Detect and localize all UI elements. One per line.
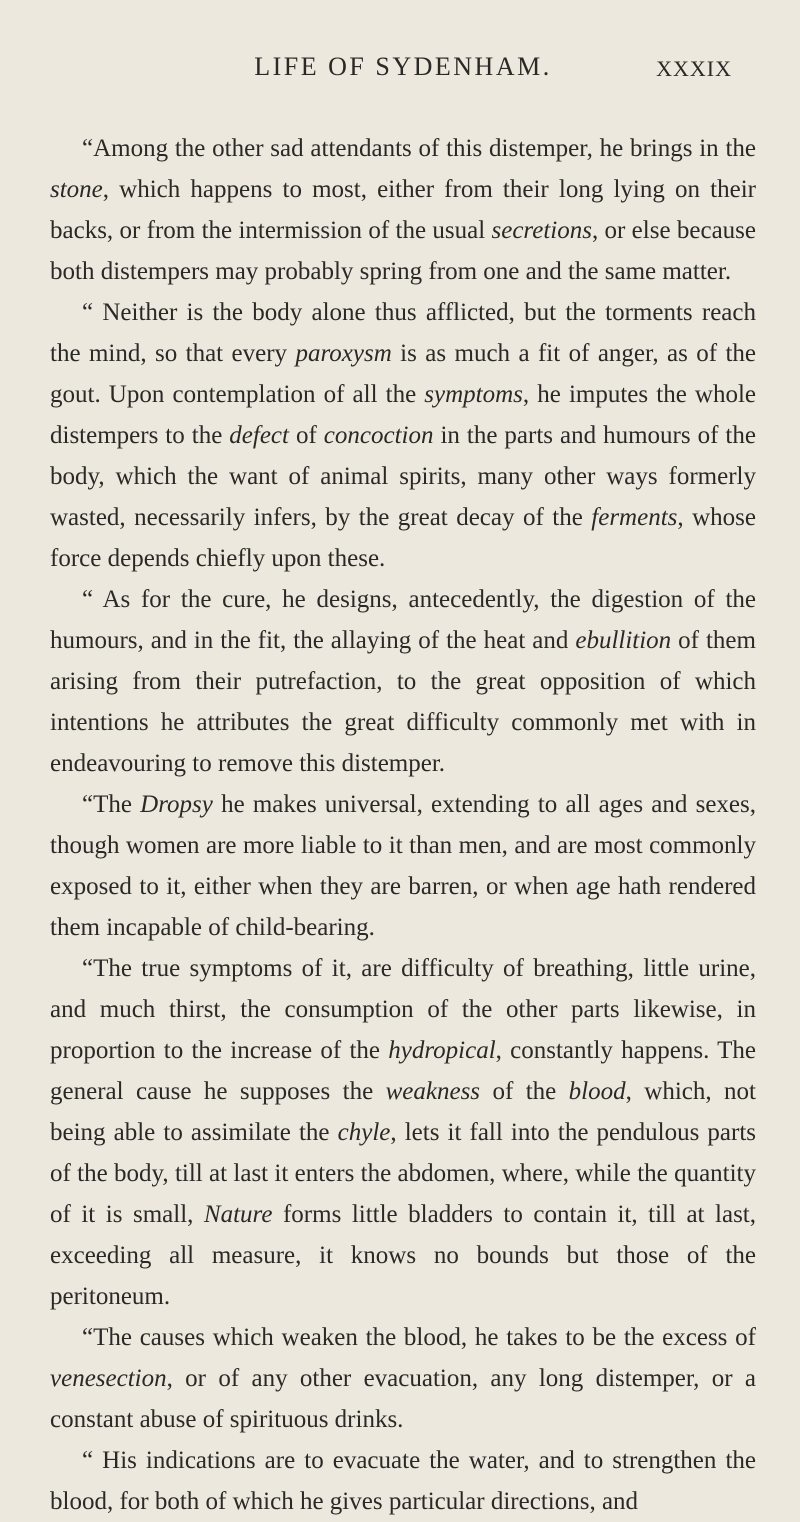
italic-term: ebullition xyxy=(575,627,672,654)
text-run: “The true symptoms of it, are difficulty of breathing, little urine, and much thirst, the consumption of the other parts likewise, in proportion to the increase of the xyxy=(50,955,756,1064)
italic-term: chyle xyxy=(337,1119,391,1146)
running-title: LIFE OF SYDENHAM. xyxy=(254,52,552,81)
italic-term: Dropsy xyxy=(140,791,213,818)
text-run: he makes universal, extending to all ages and sexes, though women are more liable to it than men, and are most commonly exposed to it, either when they are barren, or when age hath rendered them incapable of child-bearing. xyxy=(50,791,756,941)
italic-term: weakness xyxy=(385,1078,481,1105)
italic-term: concoction xyxy=(323,422,434,449)
page-number: XXXIX xyxy=(656,56,732,81)
text-run: , he imputes the whole distempers to the xyxy=(50,381,756,449)
paragraph xyxy=(50,784,756,948)
text-run: , or of any other evacuation, any long distemper, or a constant abuse of spirituous drinks. xyxy=(50,1365,756,1433)
italic-term: stone xyxy=(50,176,103,203)
paragraph xyxy=(50,128,756,292)
paragraph xyxy=(50,1440,756,1522)
italic-term: defect xyxy=(229,422,289,449)
italic-term: venesection xyxy=(50,1365,167,1392)
text-run: of xyxy=(288,422,324,449)
paragraph xyxy=(50,292,756,579)
text-run: in the parts and humours of the body, which the want of animal spirits, many other ways formerly wasted, necessarily infers, by the great decay of the xyxy=(50,422,756,531)
text-run: , lets it fall into the pendulous parts of the body, till at last it enters the abdomen, where, while the quantity of it is small, xyxy=(50,1119,756,1228)
text-run: “ As for the cure, he designs, antecedently, the digestion of the humours, and in the fit, the allaying of the heat and xyxy=(50,586,756,654)
body-text xyxy=(50,128,756,1522)
page-header xyxy=(50,52,756,92)
text-run: “The xyxy=(82,791,141,818)
text-run: “ Neither is the body alone thus afflicted, but the torments reach the mind, so that every xyxy=(50,299,756,367)
text-run: , which, not being able to assimilate the xyxy=(50,1078,757,1146)
text-run: of the xyxy=(480,1078,569,1105)
text-run: “Among the other sad attendants of this distemper, he brings in the xyxy=(82,135,756,162)
italic-term: secretions xyxy=(491,217,592,244)
text-run: of them arising from their putrefaction, to the great opposition of which intentions he attributes the great difficulty commonly met with in endeavouring to remove this distemper. xyxy=(50,627,756,777)
text-run: “The causes which weaken the blood, he takes to be the excess of xyxy=(82,1324,756,1351)
italic-term: blood xyxy=(568,1078,626,1105)
text-run: forms little bladders to contain it, till at last, exceeding all measure, it knows no bounds but those of the peritoneum. xyxy=(50,1201,756,1310)
text-run: is as much a fit of anger, as of the gout. Upon contemplation of all the xyxy=(50,340,757,408)
italic-term: paroxysm xyxy=(295,340,392,367)
text-run: , whose force depends chiefly upon these. xyxy=(50,504,756,572)
text-run: , or else because both distempers may probably spring from one and the same matter. xyxy=(50,217,756,285)
text-run: , which happens to most, either from their long lying on their backs, or from the intermission of the usual xyxy=(50,176,756,244)
italic-term: Nature xyxy=(203,1201,273,1228)
text-run: “ His indications are to evacuate the water, and to strengthen the blood, for both of which he gives particular directions, and xyxy=(50,1447,756,1515)
italic-term: hydropical xyxy=(388,1037,496,1064)
paragraph xyxy=(50,579,756,784)
italic-term: symptoms xyxy=(424,381,523,408)
italic-term: ferments xyxy=(591,504,678,531)
paragraph xyxy=(50,948,756,1317)
paragraph xyxy=(50,1317,756,1440)
text-run: , constantly happens. The general cause he supposes the xyxy=(50,1037,756,1105)
